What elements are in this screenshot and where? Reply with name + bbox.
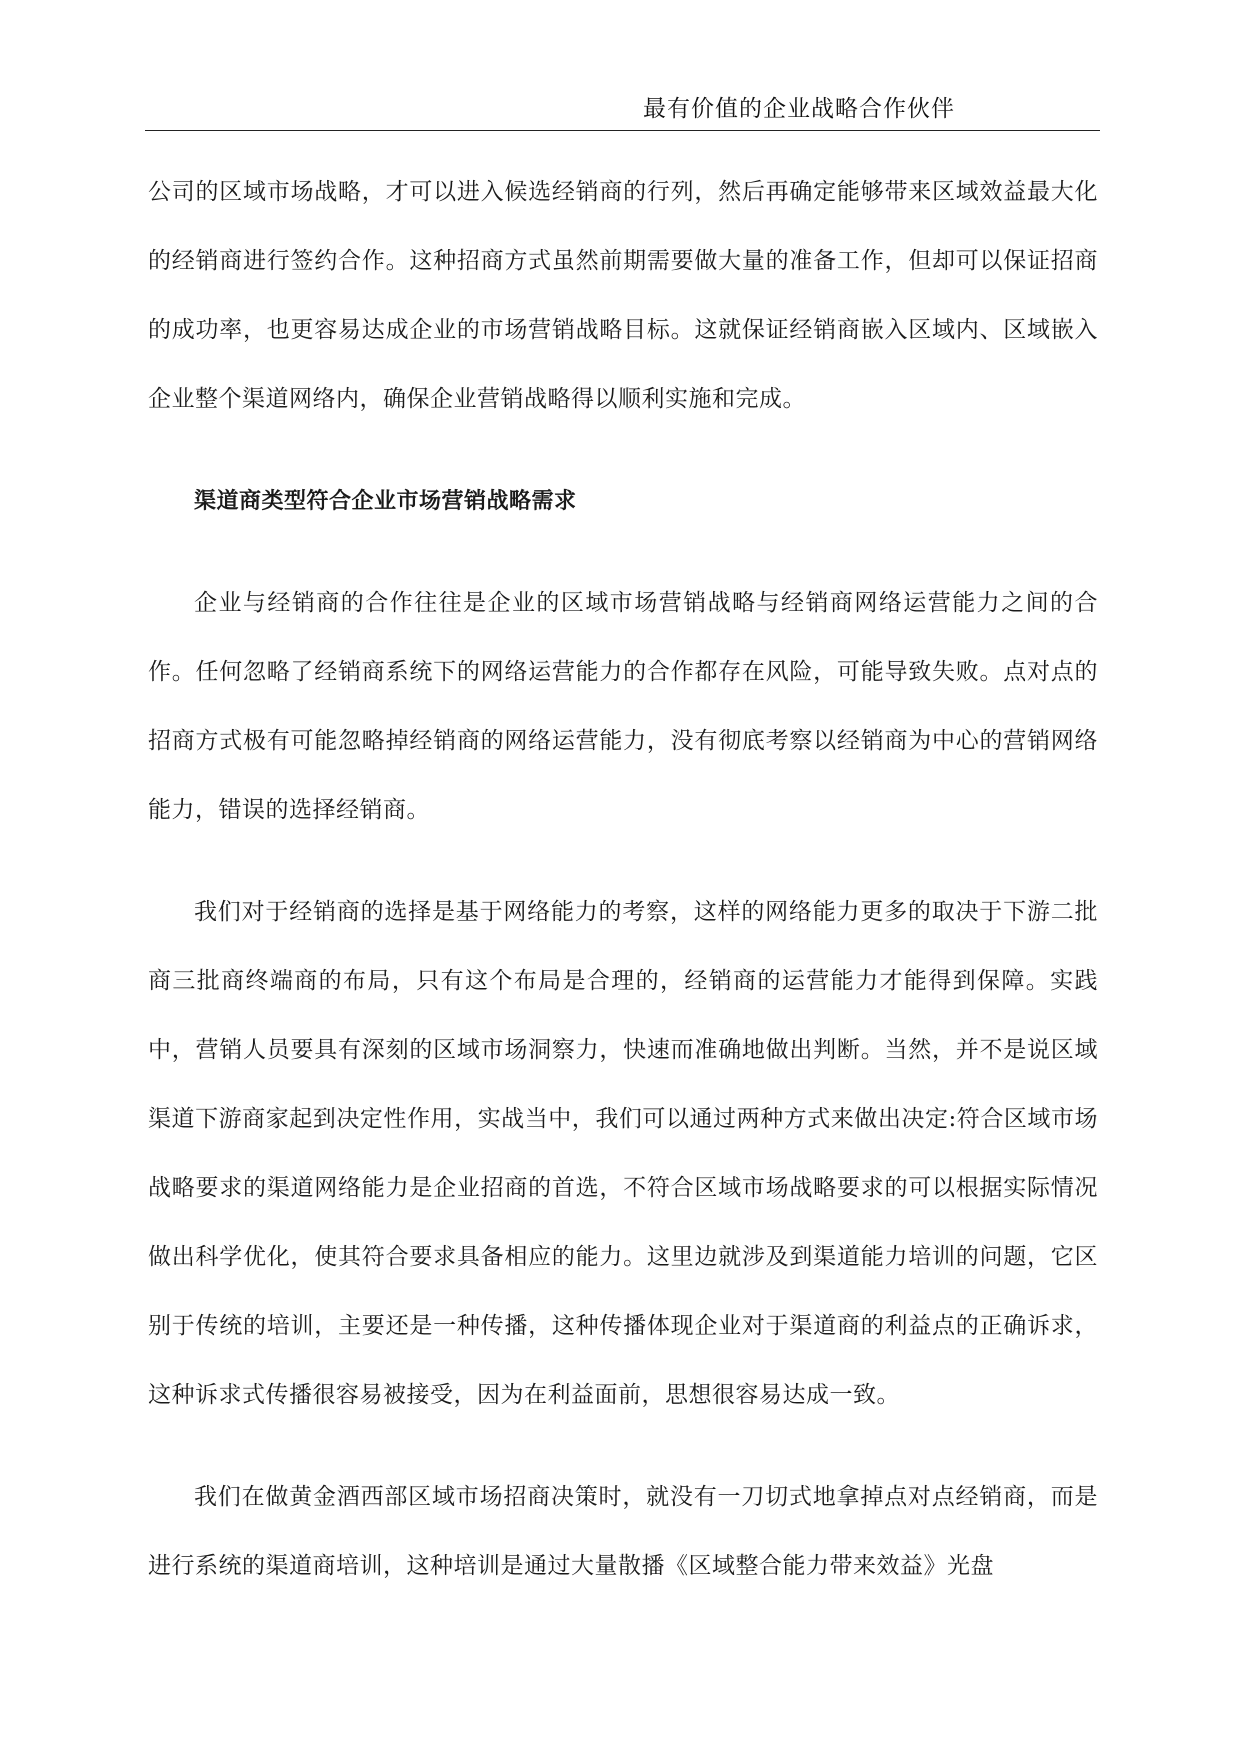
paragraph: 企业与经销商的合作往往是企业的区域市场营销战略与经销商网络运营能力之间的合作。任何忽略了经销商系统下的网络运营能力的合作都存在风险，可能导致失败。点对点的招商方式极有可能忽略掉经销商的网络运营能力，没有彻底考察以经销商为中心的营销网络能力，错误的选择经销商。	[148, 590, 1098, 823]
page-header	[145, 0, 1100, 131]
paragraph: 我们在做黄金酒西部区域市场招商决策时，就没有一刀切式地拿掉点对点经销商，而是进行系统的渠道商培训，这种培训是通过大量散播《区域整合能力带来效益》光盘	[148, 1484, 1098, 1579]
paragraph-continuation: 公司的区域市场战略，才可以进入候选经销商的行列，然后再确定能够带来区域效益最大化的经销商进行签约合作。这种招商方式虽然前期需要做大量的准备工作，但却可以保证招商的成功率，也更容易达成企业的市场营销战略目标。这就保证经销商嵌入区域内、区域嵌入企业整个渠道网络内，确保企业营销战略得以顺利实施和完成。	[148, 179, 1098, 412]
section-heading: 渠道商类型符合企业市场营销战略需求	[194, 489, 577, 514]
document-body	[148, 158, 1098, 1634]
header-title: 最有价值的企业战略合作伙伴	[643, 96, 955, 122]
paragraph: 我们对于经销商的选择是基于网络能力的考察，这样的网络能力更多的取决于下游二批商三批商终端商的布局，只有这个布局是合理的，经销商的运营能力才能得到保障。实践中，营销人员要具有深刻的区域市场洞察力，快速而准确地做出判断。当然，并不是说区域渠道下游商家起到决定性作用，实战当中，我们可以通过两种方式来做出决定:符合区域市场战略要求的渠道网络能力是企业招商的首选，不符合区域市场战略要求的可以根据实际情况做出科学优化，使其符合要求具备相应的能力。这里边就涉及到渠道能力培训的问题，它区别于传统的培训，主要还是一种传播，这种传播体现企业对于渠道商的利益点的正确诉求，这种诉求式传播很容易被接受，因为在利益面前，思想很容易达成一致。	[148, 899, 1098, 1408]
